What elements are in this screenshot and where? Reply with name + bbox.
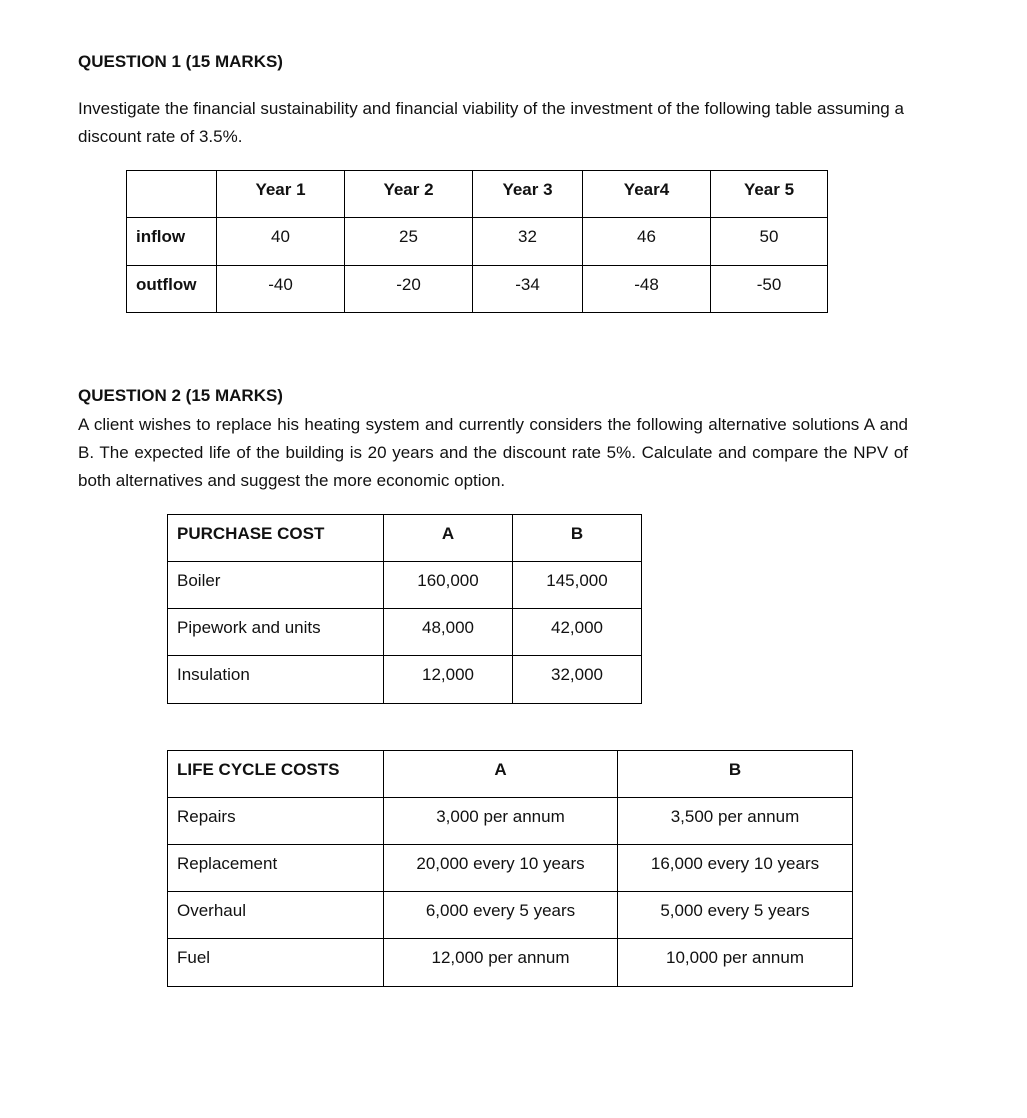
table-cell: 6,000 every 5 years — [384, 892, 618, 939]
table-cell: -40 — [217, 266, 345, 313]
question-2-heading: QUESTION 2 (15 MARKS) — [78, 386, 283, 405]
table-row — [168, 562, 642, 609]
question-2-text: A client wishes to replace his heating system and currently considers the following alternative solutions A and B. The expected life of the building is 20 years and the discount rate 5%. Calculate and compare the NPV of both alternatives and suggest the more economic option. — [78, 415, 908, 490]
row-label: Insulation — [168, 656, 384, 704]
question-1-text: Investigate the financial sustainability and financial viability of the investment of the following table assuming a discount rate of 3.5%. — [78, 99, 904, 146]
row-label: Repairs — [168, 798, 384, 845]
table-header-cell: B — [618, 751, 853, 798]
table-cell: 46 — [583, 218, 711, 266]
question-1-heading: QUESTION 1 (15 MARKS) — [78, 52, 283, 71]
table-cell: 20,000 every 10 years — [384, 845, 618, 892]
table-cell: 50 — [711, 218, 828, 266]
table-cell: 5,000 every 5 years — [618, 892, 853, 939]
table-row — [127, 266, 828, 313]
table-header-cell: LIFE CYCLE COSTS — [168, 751, 384, 798]
table-header-cell: A — [384, 751, 618, 798]
life-cycle-costs-table — [167, 750, 853, 987]
table-header-row — [127, 171, 828, 218]
row-label: Replacement — [168, 845, 384, 892]
table-cell: 12,000 per annum — [384, 939, 618, 987]
table-cell: 48,000 — [384, 609, 513, 656]
table-row — [168, 609, 642, 656]
table-cell: 16,000 every 10 years — [618, 845, 853, 892]
table-header-cell: A — [384, 515, 513, 562]
table-header-row — [168, 515, 642, 562]
row-label: Fuel — [168, 939, 384, 987]
row-label: outflow — [127, 266, 217, 313]
table-cell: -48 — [583, 266, 711, 313]
table-cell: 3,000 per annum — [384, 798, 618, 845]
table-header-cell: B — [513, 515, 642, 562]
table-row — [168, 845, 853, 892]
table-header-cell: Year4 — [583, 171, 711, 218]
row-label: Overhaul — [168, 892, 384, 939]
table-header-row — [168, 751, 853, 798]
table-cell: 32,000 — [513, 656, 642, 704]
table-header-cell: PURCHASE COST — [168, 515, 384, 562]
table-cell: 3,500 per annum — [618, 798, 853, 845]
table-row — [127, 218, 828, 266]
table-row — [168, 798, 853, 845]
table-header-cell: Year 5 — [711, 171, 828, 218]
row-label: Boiler — [168, 562, 384, 609]
table-header-cell: Year 3 — [473, 171, 583, 218]
table-header-cell: Year 1 — [217, 171, 345, 218]
table-cell: 25 — [345, 218, 473, 266]
table-row — [168, 939, 853, 987]
table-cell: -50 — [711, 266, 828, 313]
table-cell: 42,000 — [513, 609, 642, 656]
cashflow-table — [126, 170, 828, 313]
table-cell: 160,000 — [384, 562, 513, 609]
table-header-cell: Year 2 — [345, 171, 473, 218]
row-label: Pipework and units — [168, 609, 384, 656]
table-row — [168, 656, 642, 704]
table-cell: 10,000 per annum — [618, 939, 853, 987]
purchase-cost-table — [167, 514, 642, 704]
table-cell: 12,000 — [384, 656, 513, 704]
table-cell: 32 — [473, 218, 583, 266]
table-cell: -34 — [473, 266, 583, 313]
row-label: inflow — [127, 218, 217, 266]
table-cell: 40 — [217, 218, 345, 266]
table-header-cell — [127, 171, 217, 218]
table-cell: 145,000 — [513, 562, 642, 609]
table-cell: -20 — [345, 266, 473, 313]
table-row — [168, 892, 853, 939]
